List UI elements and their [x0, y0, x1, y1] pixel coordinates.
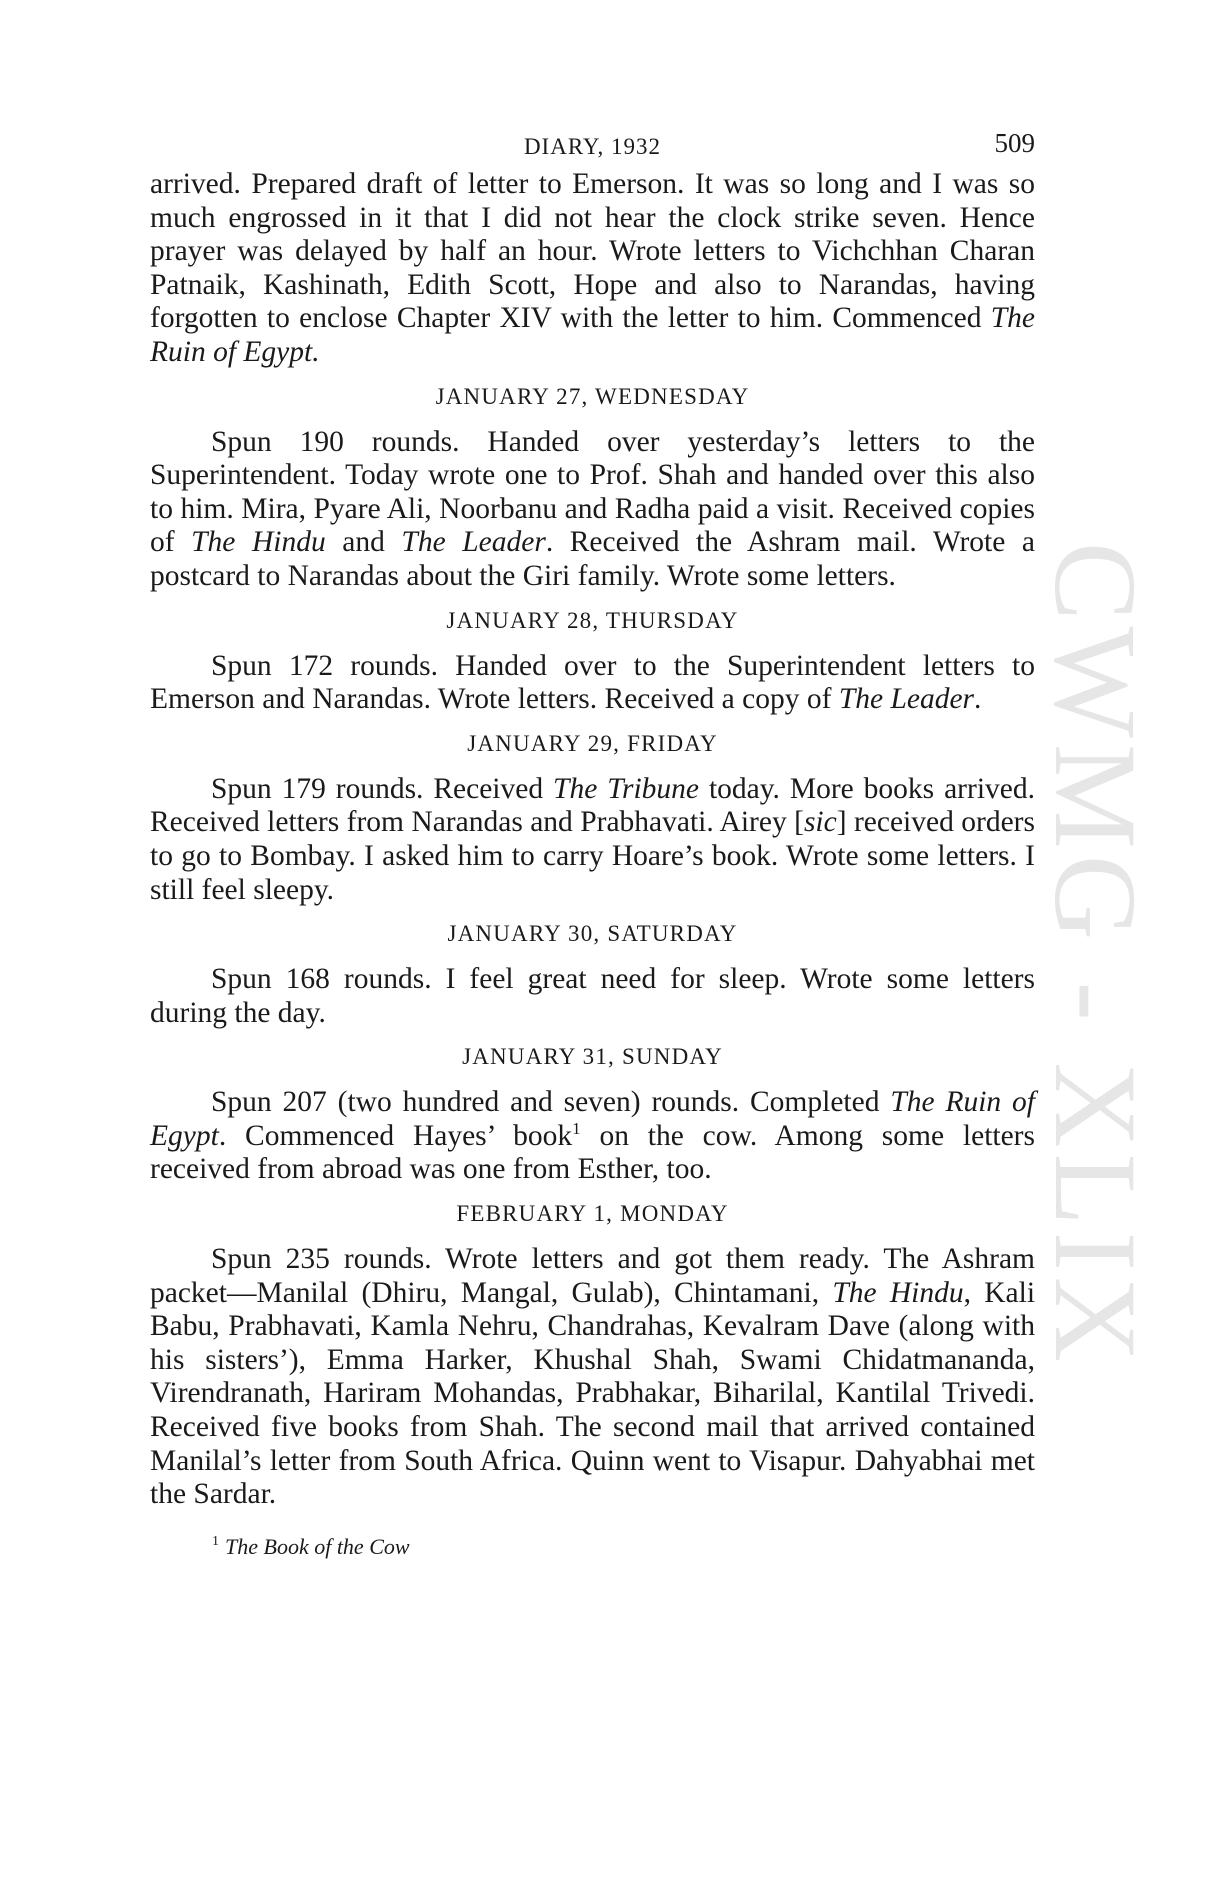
footnote-marker: 1 — [212, 1534, 219, 1550]
page — [150, 128, 1035, 1560]
entry-text: Spun 168 rounds. I feel great need for sleep. Wrote some letters during the day. — [150, 963, 1035, 1029]
entry-text: Spun 207 (two hundred and seven) rounds. Completed The Ruin of Egypt. Commenced Hayes’ book$^1$ on the cow. Among some letters received from abroad was one from Esther, too. — [150, 1086, 1035, 1186]
footnote-reference[interactable]: 1 — [572, 1119, 581, 1139]
entry-text: Spun 190 rounds. Handed over yesterday’s letters to the Superintendent. Today wrote one to Prof. Shah and handed over this also to him. Mira, Pyare Ali, Noorbanu and Radha paid a visit. Received copies of The Hindu and The Leader. Received the Ashram mail. Wrote a postcard to Narandas about the Giri family. Wrote some letters. — [150, 425, 1036, 592]
entry-date: JANUARY 31, SUNDAY — [462, 1044, 723, 1070]
entry-text: Spun 172 rounds. Handed over to the Superintendent letters to Emerson and Narandas. Wrote letters. Received a copy of The Leader. — [150, 649, 1035, 716]
entry-date: JANUARY 27, WEDNESDAY — [435, 383, 750, 409]
footnote-text: The Book of the Cow — [225, 1533, 410, 1559]
running-title: DIARY, 1932 — [523, 134, 662, 159]
opening-paragraph: arrived. Prepared draft of letter to Emerson. It was so long and I was so much engrossed in it that I did not hear the clock strike seven. Hence prayer was delayed by half an hour. Wrote letters to Vichchhan Charan Patnaik, Kashinath, Edith Scott, Hope and also to Narandas, having forgotten to enclose Chapter XIV with the letter to him. Commenced The Ruin of Egypt. — [150, 168, 1035, 368]
footnote — [150, 1534, 1035, 1560]
entry-text: Spun 179 rounds. Received The Tribune today. More books arrived. Received letters from Narandas and Prabhavati. Airey [sic] received orders to go to Bombay. I asked him to carry Hoare’s book. Wrote some letters. I still feel sleepy. — [150, 772, 1035, 906]
entry-date: JANUARY 29, FRIDAY — [467, 730, 718, 756]
running-head — [150, 128, 1035, 168]
entry-date: JANUARY 28, THURSDAY — [446, 607, 739, 633]
watermark: CWMG - XLIX — [1030, 541, 1162, 1369]
entry-text: Spun 235 rounds. Wrote letters and got them ready. The Ashram packet—Manilal (Dhiru, Mangal, Gulab), Chintamani, The Hindu, Kali Babu, Prabhavati, Kamla Nehru, Chandrahas, Kevalram Dave (along with his sisters’), Emma Harker, Khushal Shah, Swami Chidatmananda, Virendranath, Hariram Mohandas, Prabhakar, Biharilal, Kantilal Trivedi. Received five books from Shah. The second mail that arrived contained Manilal’s letter from South Africa. Quinn went to Visapur. Dahyabhai met the Sardar. — [150, 1243, 1036, 1511]
footnote-spacer — [150, 1512, 1035, 1534]
entry-date: FEBRUARY 1, MONDAY — [456, 1201, 729, 1227]
page-number: 509 — [994, 128, 1035, 158]
entry-date: JANUARY 30, SATURDAY — [447, 921, 738, 947]
